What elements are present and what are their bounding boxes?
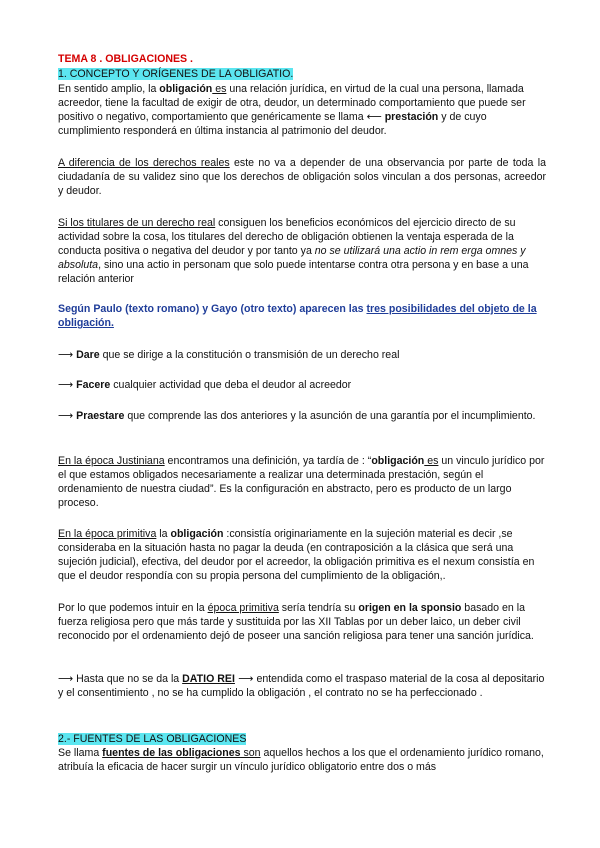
- underlined-phrase: Si los titulares de un derecho real: [58, 217, 216, 229]
- term-facere: Facere: [76, 379, 111, 391]
- text-run: cualquier actividad que deba el deudor al acreedor: [110, 379, 352, 391]
- section-heading-1-text: 1. CONCEPTO Y ORÍGENES DE LA OBLIGATIO.: [58, 68, 294, 80]
- left-arrow-icon: ⟵: [366, 111, 382, 123]
- paragraph-justiniana: [58, 454, 546, 510]
- text-run: y de cuyo cumplimiento responderá en última instancia al patrimonio del deudor.: [58, 111, 487, 137]
- bold-phrase: origen en la sponsio: [358, 602, 462, 614]
- text-run: que se dirige a la constitución o transmisión de un derecho real: [99, 349, 400, 361]
- text-run: En sentido amplio, la: [58, 83, 160, 95]
- document-title: TEMA 8 . OBLIGACIONES .: [58, 53, 193, 65]
- text-run: Hasta que no se da la: [73, 673, 183, 685]
- term-dare: Dare: [76, 349, 100, 361]
- text-run: la: [156, 528, 171, 540]
- paragraph-datio-rei: [58, 672, 546, 700]
- text-run: entendida como el traspaso material de la cosa al depositario y el consentimiento , no se ha cumplido la obligación , el contrato no se ha perfeccionado .: [58, 673, 545, 699]
- paragraph-sponsio: [58, 601, 546, 643]
- text-run: , sino una actio in personam que solo puede intentarse contra otra persona y en base a una relación anterior: [58, 259, 529, 285]
- term-obligacion: obligación: [170, 528, 224, 540]
- paragraph-paulo-gayo: [58, 302, 546, 330]
- paragraph-titulares: [58, 216, 546, 286]
- paragraph-definition: [58, 82, 546, 138]
- list-item-praestare: [58, 409, 546, 423]
- section-heading-2: [58, 732, 546, 746]
- text-run: una relación jurídica, en virtud de la cual una persona, llamada acreedor, tiene la facultad de exigir de otra, deudor, un determinado comportamiento que puede ser positivo o negativo, comportamiento que genéricamente se llama: [58, 83, 526, 123]
- list-item-dare: [58, 348, 546, 362]
- text-run: es: [212, 83, 227, 95]
- right-arrow-icon: ⟶: [58, 349, 74, 361]
- objeto-link[interactable]: tres posibilidades del objeto de la obligación.: [58, 303, 537, 329]
- right-arrow-icon: ⟶: [58, 673, 74, 685]
- section-heading-1: [58, 67, 546, 81]
- term-fuentes: fuentes de las obligaciones: [102, 747, 241, 759]
- text-run: Se llama: [58, 747, 103, 759]
- underlined-phrase: época primitiva: [207, 602, 279, 614]
- underlined-phrase: A diferencia de los derechos reales: [58, 157, 230, 169]
- text-run: es: [424, 455, 439, 467]
- text-run: basado en la fuerza religiosa pero que más tarde y sustituida por las XII Tablas por un deber laico, un deber civil reconocido por el ordenamiento dejó de poseer una sanción religiosa para tener una sanción jurídica.: [58, 602, 534, 642]
- paragraph-primitiva: [58, 527, 546, 583]
- underlined-phrase: En la época Justiniana: [58, 455, 165, 467]
- paragraph-derechos-reales: [58, 156, 546, 198]
- term-datio-rei: DATIO REI: [182, 673, 235, 685]
- right-arrow-icon: ⟶: [58, 410, 74, 422]
- term-praestare: Praestare: [76, 410, 125, 422]
- text-run: consiguen los beneficios económicos del ejercicio directo de su actividad sobre la cosa, los titulares del derecho de obligación obtienen la ventaja esperada de la conducta positiva o negativa del deudor y por tanto ya: [58, 217, 516, 257]
- term-prestacion: prestación: [381, 111, 439, 123]
- section-heading-2-text: 2.- FUENTES DE LAS OBLIGACIONES: [58, 733, 247, 745]
- text-run: Por lo que podemos intuir en la: [58, 602, 208, 614]
- paragraph-fuentes: [58, 746, 546, 774]
- right-arrow-icon: ⟶: [58, 379, 74, 391]
- text-run: este no va a depender de una observancia por parte de toda la ciudadanía de su validez sino que los derechos de obligación solos vinculan a dos personas, acreedor y deudor.: [58, 157, 546, 197]
- list-item-facere: [58, 378, 546, 392]
- text-run: aquellos hechos a los que el ordenamiento jurídico romano, atribuía la eficacia de hacer surgir un vínculo jurídico obligatorio entre dos o más: [58, 747, 544, 773]
- right-arrow-icon: ⟶: [234, 673, 254, 685]
- term-obligacion: obligación: [159, 83, 213, 95]
- text-run: :consistía originariamente en la sujeción material es decir ,se consideraba en la situación hasta no pagar la deuda (en contraposición a la clásica que será una sujeción judicial), efectiva, del deudor por el acreedor, la obligación primitiva es el nexum consistía en que el deudor respondía con su propia persona del cumplimiento de la obligación,.: [58, 528, 535, 582]
- term-obligacion: obligación: [371, 455, 425, 467]
- text-run: son: [240, 747, 261, 759]
- text-run: un vinculo jurídico por el que estamos obligados necesariamente a realizar una determinada prestación, según el ordenamiento de nuestra ciudad”. Es la configuración en abstracto, pero es producto de un largo proceso.: [58, 455, 545, 509]
- underlined-phrase: En la época primitiva: [58, 528, 157, 540]
- text-run: sería tendría su: [278, 602, 359, 614]
- text-run: que comprende las dos anteriores y la asunción de una garantía por el incumplimiento.: [124, 410, 536, 422]
- italic-phrase: no se utilizará una actio in rem erga omnes y absoluta: [58, 245, 526, 271]
- text-run: encontramos una definición, ya tardía de : “: [164, 455, 372, 467]
- blue-text: Según Paulo (texto romano) y Gayo (otro texto) aparecen las: [58, 303, 367, 315]
